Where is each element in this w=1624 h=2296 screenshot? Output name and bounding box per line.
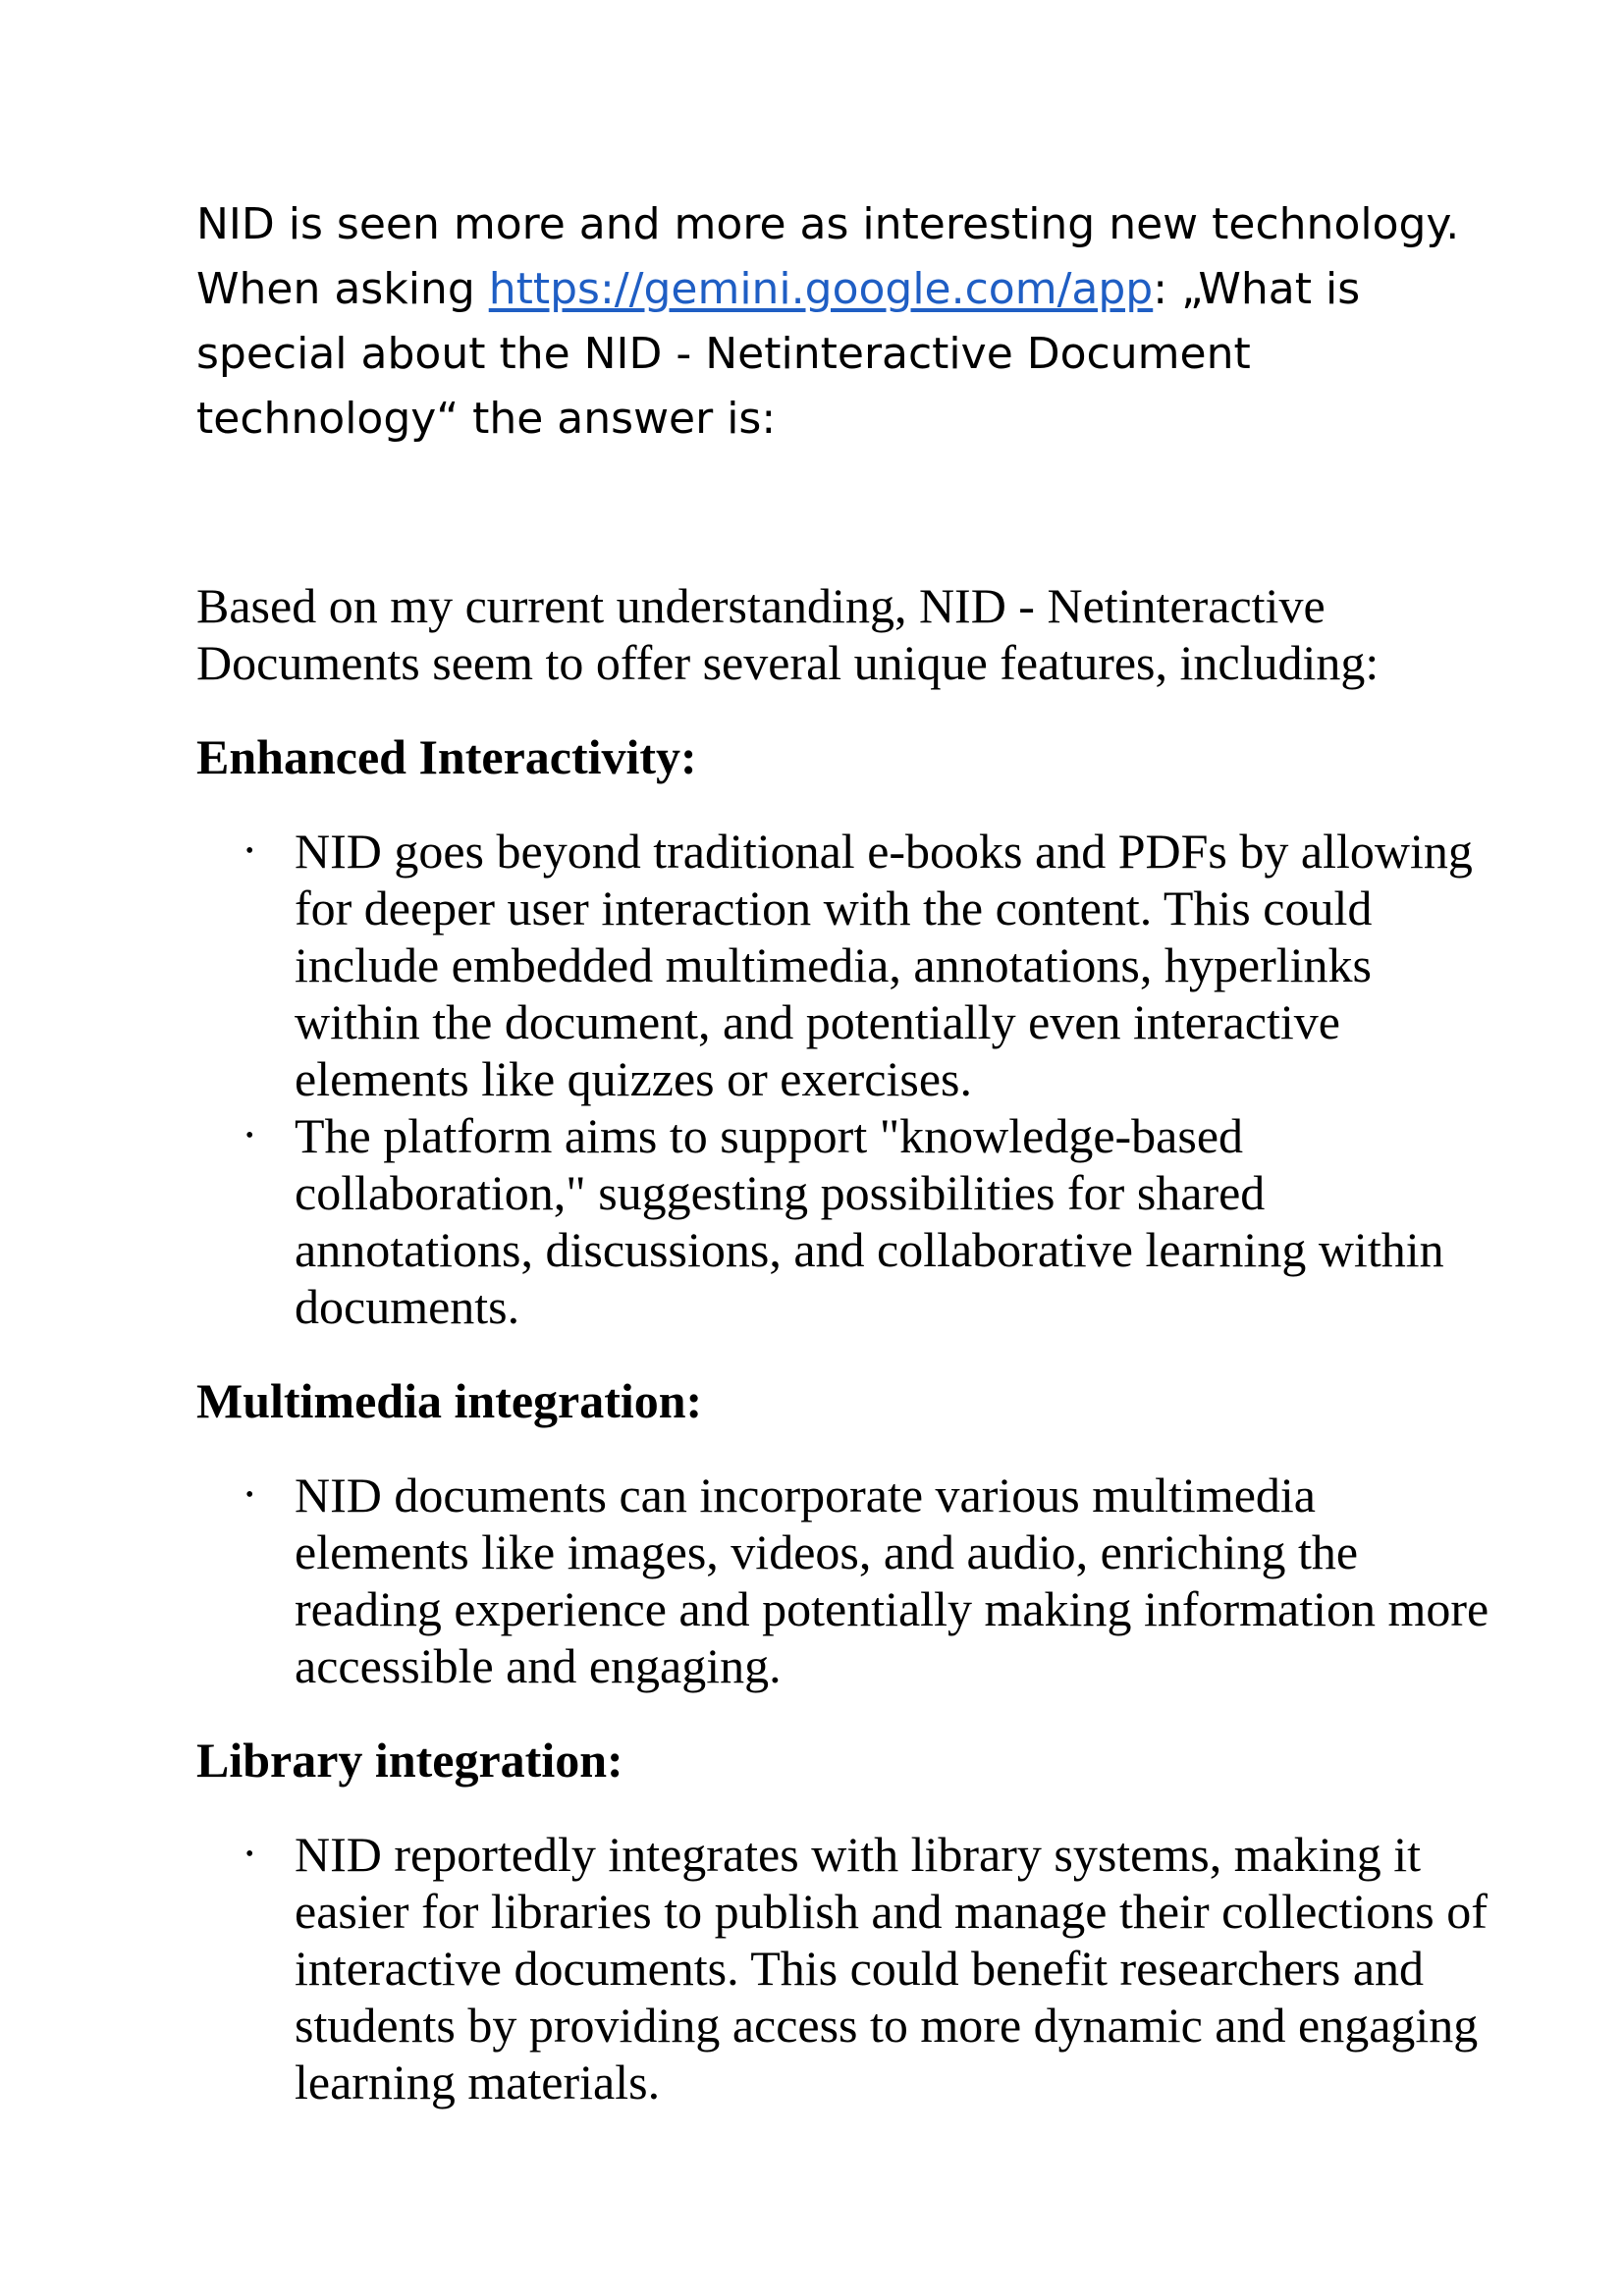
section-heading: Library integration:: [196, 1733, 623, 1788]
list-item-text: NID documents can incorporate various multimedia elements like images, videos, and audio, enriching the reading experience and potentially making information more accessible and engaging.: [295, 1468, 1489, 1693]
bullet-icon: •: [245, 1123, 254, 1148]
list-item-text: NID goes beyond traditional e-books and PDFs by allowing for deeper user interaction with the content. This could include embedded multimedia, annotations, hyperlinks within the document, and potentially even interactive elements like quizzes or exercises.: [295, 824, 1473, 1106]
answer-body: [196, 577, 1492, 2110]
intro-after-link: : „What is special about the NID - Netinteractive Document technology“ the answer is:: [196, 264, 1361, 444]
intro-line-1: NID is seen more and more as interesting new technology.: [196, 199, 1460, 249]
section-heading: Multimedia integration:: [196, 1373, 703, 1428]
answer-lead-paragraph: Based on my current understanding, NID - Netinteractive Documents seem to offer several unique features, including:: [196, 578, 1380, 690]
bullet-list: [196, 1826, 1492, 2110]
bullet-icon: •: [245, 1482, 254, 1508]
bullet-list: [196, 823, 1492, 1335]
intro-before-link: When asking: [196, 264, 489, 314]
list-item: [196, 1107, 1492, 1335]
list-item: [196, 823, 1492, 1107]
list-item: [196, 1467, 1492, 1694]
bullet-icon: •: [245, 838, 254, 864]
section-library-integration: [196, 1732, 1492, 2110]
bullet-icon: •: [245, 1842, 254, 1867]
section-heading: Enhanced Interactivity:: [196, 729, 697, 784]
section-multimedia-integration: [196, 1372, 1492, 1694]
list-item-text: The platform aims to support "knowledge-based collaboration," suggesting possibilities for shared annotations, discussions, and collaborative learning within documents.: [295, 1108, 1444, 1334]
list-item-text: NID reportedly integrates with library systems, making it easier for libraries to publish and manage their collections of interactive documents. This could benefit researchers and students by providing access to more dynamic and engaging learning materials.: [295, 1827, 1488, 2109]
section-enhanced-interactivity: [196, 728, 1492, 1335]
gemini-link[interactable]: https://gemini.google.com/app: [488, 264, 1154, 314]
bullet-list: [196, 1467, 1492, 1694]
intro-paragraph: [196, 192, 1473, 452]
list-item: [196, 1826, 1492, 2110]
